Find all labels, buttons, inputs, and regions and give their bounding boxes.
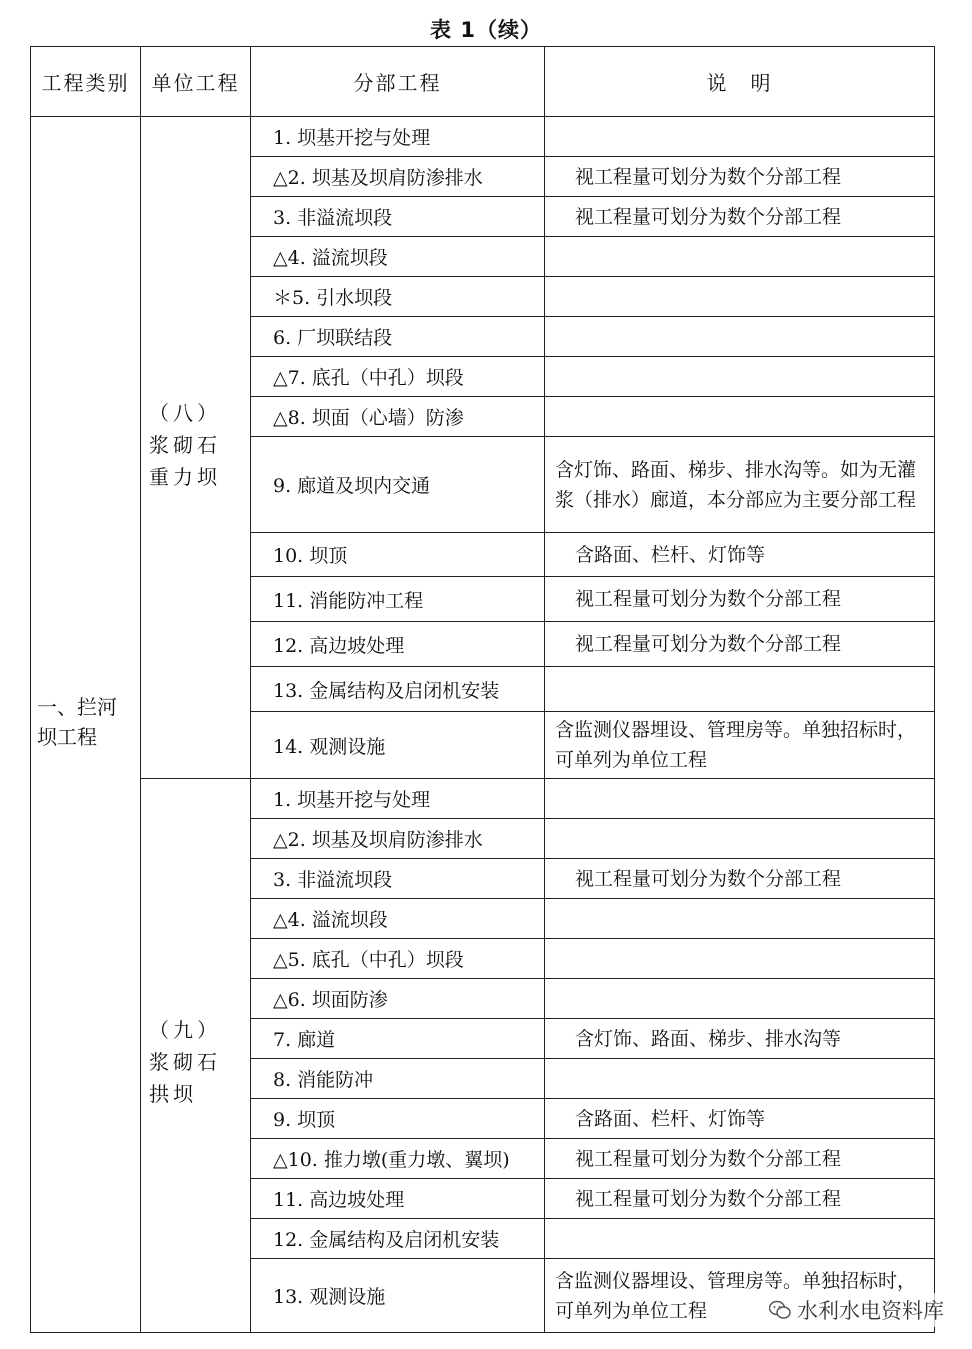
part-cell: 14. 观测设施 — [251, 712, 545, 779]
note-cell — [545, 397, 935, 437]
part-cell: 9. 坝顶 — [251, 1099, 545, 1139]
table-body — [31, 117, 935, 1333]
part-cell: 3. 非溢流坝段 — [251, 197, 545, 237]
note-cell: 视工程量可划分为数个分部工程 — [545, 197, 935, 237]
part-cell: 6. 厂坝联结段 — [251, 317, 545, 357]
note-cell: 含监测仪器埋设、管理房等。单独招标时，可单列为单位工程 — [545, 1259, 935, 1333]
note-cell — [545, 237, 935, 277]
note-cell — [545, 277, 935, 317]
table-row — [31, 117, 935, 157]
part-cell: △8. 坝面（心墙）防渗 — [251, 397, 545, 437]
part-cell: 10. 坝顶 — [251, 533, 545, 577]
part-cell: △5. 底孔（中孔）坝段 — [251, 939, 545, 979]
part-cell: 13. 金属结构及启闭机安装 — [251, 667, 545, 712]
watermark-text: 水利水电资料库 — [797, 1299, 944, 1323]
header-part: 分部工程 — [251, 47, 545, 117]
watermark — [763, 1293, 950, 1327]
part-cell: 1. 坝基开挖与处理 — [251, 779, 545, 819]
table-row — [31, 779, 935, 819]
unit-cell — [141, 779, 251, 1333]
note-cell — [545, 939, 935, 979]
part-cell: 12. 高边坡处理 — [251, 622, 545, 667]
part-cell: 7. 廊道 — [251, 1019, 545, 1059]
note-cell — [545, 979, 935, 1019]
part-cell: △10. 推力墩(重力墩、翼坝) — [251, 1139, 545, 1179]
unit-label: （八）浆砌石重力坝 — [149, 401, 221, 489]
note-cell: 含监测仪器埋设、管理房等。单独招标时，可单列为单位工程 — [545, 712, 935, 779]
wechat-icon — [769, 1300, 791, 1320]
note-cell: 视工程量可划分为数个分部工程 — [545, 577, 935, 622]
part-cell: 3. 非溢流坝段 — [251, 859, 545, 899]
note-cell: 视工程量可划分为数个分部工程 — [545, 1179, 935, 1219]
header-unit: 单位工程 — [141, 47, 251, 117]
note-cell: 含路面、栏杆、灯饰等 — [545, 533, 935, 577]
part-cell: 11. 消能防冲工程 — [251, 577, 545, 622]
note-cell — [545, 317, 935, 357]
header-row — [31, 47, 935, 117]
note-cell — [545, 1219, 935, 1259]
note-cell: 视工程量可划分为数个分部工程 — [545, 1139, 935, 1179]
category-label: 一、拦河坝工程 — [37, 695, 117, 749]
part-cell: △6. 坝面防渗 — [251, 979, 545, 1019]
category-cell — [31, 117, 141, 1333]
part-cell: △4. 溢流坝段 — [251, 899, 545, 939]
unit-label: （九）浆砌石拱坝 — [149, 1018, 221, 1106]
note-cell — [545, 667, 935, 712]
header-category: 工程类别 — [31, 47, 141, 117]
table-caption: 表 1（续） — [430, 18, 542, 42]
note-cell — [545, 357, 935, 397]
note-cell: 含灯饰、路面、梯步、排水沟等。如为无灌浆（排水）廊道，本分部应为主要分部工程 — [545, 437, 935, 533]
part-cell: △2. 坝基及坝肩防渗排水 — [251, 157, 545, 197]
note-cell — [545, 117, 935, 157]
part-cell: 9. 廊道及坝内交通 — [251, 437, 545, 533]
part-cell: ＊5. 引水坝段 — [251, 277, 545, 317]
note-cell: 视工程量可划分为数个分部工程 — [545, 859, 935, 899]
note-cell — [545, 899, 935, 939]
part-cell: 12. 金属结构及启闭机安装 — [251, 1219, 545, 1259]
part-cell: 13. 观测设施 — [251, 1259, 545, 1333]
part-cell: 1. 坝基开挖与处理 — [251, 117, 545, 157]
header-note: 说 明 — [545, 47, 935, 117]
note-cell: 视工程量可划分为数个分部工程 — [545, 622, 935, 667]
note-cell: 含路面、栏杆、灯饰等 — [545, 1099, 935, 1139]
part-cell: △4. 溢流坝段 — [251, 237, 545, 277]
unit-cell — [141, 117, 251, 779]
note-cell — [545, 1059, 935, 1099]
part-cell: 11. 高边坡处理 — [251, 1179, 545, 1219]
part-cell: △7. 底孔（中孔）坝段 — [251, 357, 545, 397]
part-cell: 8. 消能防冲 — [251, 1059, 545, 1099]
note-cell — [545, 779, 935, 819]
division-table — [30, 46, 935, 1333]
part-cell: △2. 坝基及坝肩防渗排水 — [251, 819, 545, 859]
note-cell: 视工程量可划分为数个分部工程 — [545, 157, 935, 197]
note-cell — [545, 819, 935, 859]
note-cell: 含灯饰、路面、梯步、排水沟等 — [545, 1019, 935, 1059]
